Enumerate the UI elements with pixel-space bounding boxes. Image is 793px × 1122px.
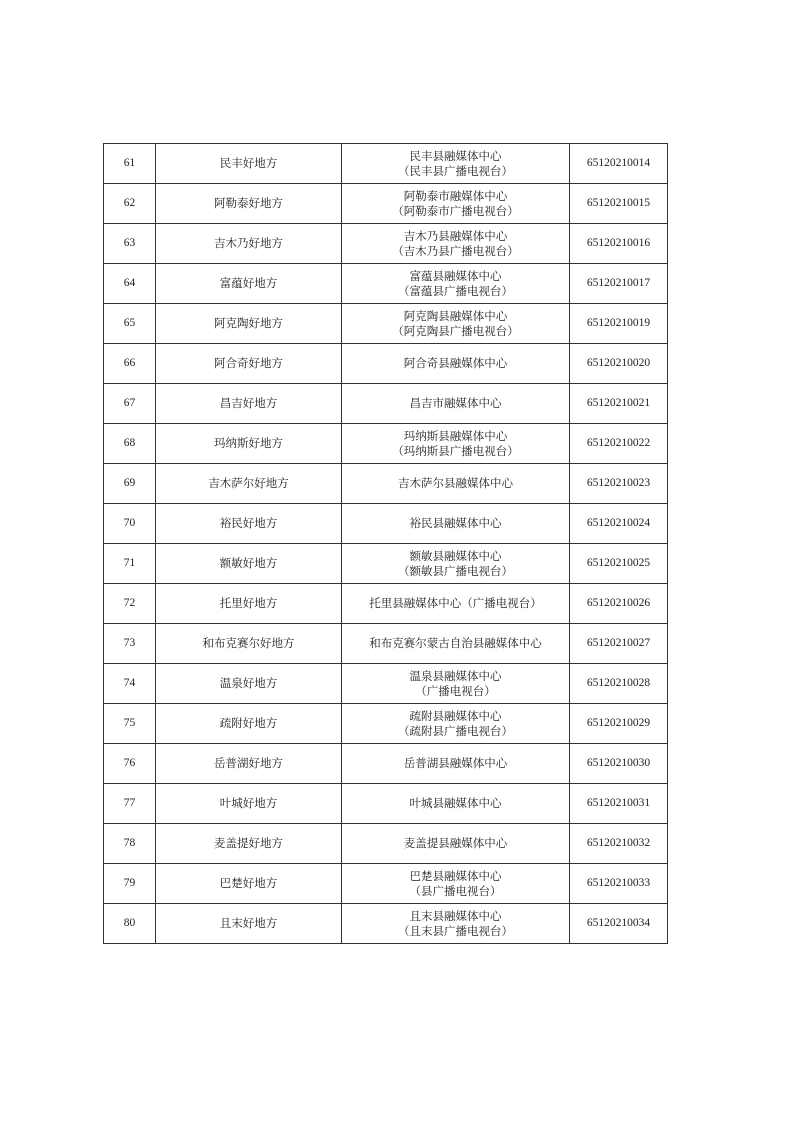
organization	[342, 384, 570, 424]
organization	[342, 824, 570, 864]
registration-code: 65120210022	[570, 424, 668, 464]
registration-code: 65120210028	[570, 664, 668, 704]
organization-line: 昌吉市融媒体中心	[409, 396, 502, 410]
table-row	[104, 384, 668, 424]
organization-line: 吉木萨尔县融媒体中心	[398, 476, 513, 490]
registration-code: 65120210026	[570, 584, 668, 624]
organization	[342, 344, 570, 384]
program-name: 叶城好地方	[156, 784, 342, 824]
table-row	[104, 864, 668, 904]
registration-code: 65120210029	[570, 704, 668, 744]
row-number: 75	[104, 704, 156, 744]
organization-line: 额敏县融媒体中心	[409, 548, 502, 563]
table-row	[104, 264, 668, 304]
table-row	[104, 904, 668, 944]
organization	[342, 584, 570, 624]
organization-line: 玛纳斯县融媒体中心	[403, 428, 508, 443]
row-number: 73	[104, 624, 156, 664]
table-row	[104, 424, 668, 464]
program-name: 巴楚好地方	[156, 864, 342, 904]
organization	[342, 184, 570, 224]
organization	[342, 424, 570, 464]
organization	[342, 224, 570, 264]
table-row	[104, 704, 668, 744]
organization-line: （疏附县广播电视台）	[398, 723, 513, 738]
organization	[342, 144, 570, 184]
organization-line: 叶城县融媒体中心	[409, 796, 502, 810]
program-name: 且末好地方	[156, 904, 342, 944]
row-number: 67	[104, 384, 156, 424]
row-number: 79	[104, 864, 156, 904]
row-number: 74	[104, 664, 156, 704]
organization-line: 阿克陶县融媒体中心	[403, 308, 508, 323]
organization-line: 裕民县融媒体中心	[409, 516, 502, 530]
registration-code: 65120210019	[570, 304, 668, 344]
organization	[342, 304, 570, 344]
organization-line: 吉木乃县融媒体中心	[403, 228, 508, 243]
organization	[342, 624, 570, 664]
table-row	[104, 544, 668, 584]
program-name: 托里好地方	[156, 584, 342, 624]
row-number: 63	[104, 224, 156, 264]
registration-code: 65120210027	[570, 624, 668, 664]
registration-code: 65120210032	[570, 824, 668, 864]
registration-code: 65120210034	[570, 904, 668, 944]
organization-line: 且末县融媒体中心	[409, 908, 502, 923]
row-number: 76	[104, 744, 156, 784]
row-number: 64	[104, 264, 156, 304]
table-row	[104, 624, 668, 664]
registration-code: 65120210031	[570, 784, 668, 824]
registration-code: 65120210015	[570, 184, 668, 224]
table-body	[104, 144, 668, 944]
row-number: 66	[104, 344, 156, 384]
registration-code: 65120210017	[570, 264, 668, 304]
organization	[342, 784, 570, 824]
registration-code: 65120210030	[570, 744, 668, 784]
table-row	[104, 744, 668, 784]
program-name: 昌吉好地方	[156, 384, 342, 424]
organization-line: （阿克陶县广播电视台）	[392, 323, 519, 338]
program-name: 吉木乃好地方	[156, 224, 342, 264]
organization-line: （阿勒泰市广播电视台）	[392, 203, 519, 218]
program-name: 阿合奇好地方	[156, 344, 342, 384]
row-number: 68	[104, 424, 156, 464]
organization-line: （广播电视台）	[415, 683, 496, 698]
row-number: 65	[104, 304, 156, 344]
program-name: 疏附好地方	[156, 704, 342, 744]
organization-line: 和布克赛尔蒙古自治县融媒体中心	[369, 636, 542, 650]
program-name: 阿克陶好地方	[156, 304, 342, 344]
organization	[342, 704, 570, 744]
registration-code: 65120210033	[570, 864, 668, 904]
registration-code: 65120210014	[570, 144, 668, 184]
program-name: 玛纳斯好地方	[156, 424, 342, 464]
organization-line: （吉木乃县广播电视台）	[392, 243, 519, 258]
organization	[342, 864, 570, 904]
organization-line: 疏附县融媒体中心	[409, 708, 502, 723]
registration-code: 65120210025	[570, 544, 668, 584]
organization-line: 阿勒泰市融媒体中心	[403, 188, 508, 203]
organization-line: 阿合奇县融媒体中心	[403, 356, 508, 370]
table-row	[104, 304, 668, 344]
program-name: 麦盖提好地方	[156, 824, 342, 864]
registration-code: 65120210016	[570, 224, 668, 264]
organization-line: 麦盖提县融媒体中心	[403, 836, 508, 850]
organization-line: （玛纳斯县广播电视台）	[392, 443, 519, 458]
organization-line: 巴楚县融媒体中心	[409, 868, 502, 883]
organization	[342, 904, 570, 944]
organization-line: （额敏县广播电视台）	[398, 563, 513, 578]
registration-code: 65120210021	[570, 384, 668, 424]
organization-line: （县广播电视台）	[409, 883, 502, 898]
row-number: 70	[104, 504, 156, 544]
organization-line: 富蕴县融媒体中心	[409, 268, 502, 283]
organization	[342, 264, 570, 304]
row-number: 61	[104, 144, 156, 184]
program-name: 吉木萨尔好地方	[156, 464, 342, 504]
table-row	[104, 664, 668, 704]
program-name: 阿勒泰好地方	[156, 184, 342, 224]
row-number: 77	[104, 784, 156, 824]
row-number: 62	[104, 184, 156, 224]
registry-table	[103, 143, 668, 944]
table-row	[104, 824, 668, 864]
organization-line: 岳普湖县融媒体中心	[403, 756, 508, 770]
organization-line: 温泉县融媒体中心	[409, 668, 502, 683]
program-name: 民丰好地方	[156, 144, 342, 184]
program-name: 岳普湖好地方	[156, 744, 342, 784]
registration-code: 65120210023	[570, 464, 668, 504]
table-row	[104, 504, 668, 544]
table-row	[104, 184, 668, 224]
table-row	[104, 224, 668, 264]
table-row	[104, 784, 668, 824]
row-number: 69	[104, 464, 156, 504]
organization-line: （民丰县广播电视台）	[398, 163, 513, 178]
organization	[342, 744, 570, 784]
program-name: 富蕴好地方	[156, 264, 342, 304]
table-row	[104, 584, 668, 624]
program-name: 额敏好地方	[156, 544, 342, 584]
row-number: 78	[104, 824, 156, 864]
organization	[342, 544, 570, 584]
organization-line: 托里县融媒体中心（广播电视台）	[369, 596, 542, 610]
organization-line: 民丰县融媒体中心	[409, 148, 502, 163]
row-number: 72	[104, 584, 156, 624]
table-row	[104, 464, 668, 504]
organization	[342, 504, 570, 544]
organization	[342, 464, 570, 504]
program-name: 温泉好地方	[156, 664, 342, 704]
organization	[342, 664, 570, 704]
program-name: 和布克赛尔好地方	[156, 624, 342, 664]
organization-line: （富蕴县广播电视台）	[398, 283, 513, 298]
row-number: 71	[104, 544, 156, 584]
registration-code: 65120210020	[570, 344, 668, 384]
registration-code: 65120210024	[570, 504, 668, 544]
table-row	[104, 144, 668, 184]
organization-line: （且末县广播电视台）	[398, 923, 513, 938]
table-row	[104, 344, 668, 384]
program-name: 裕民好地方	[156, 504, 342, 544]
row-number: 80	[104, 904, 156, 944]
